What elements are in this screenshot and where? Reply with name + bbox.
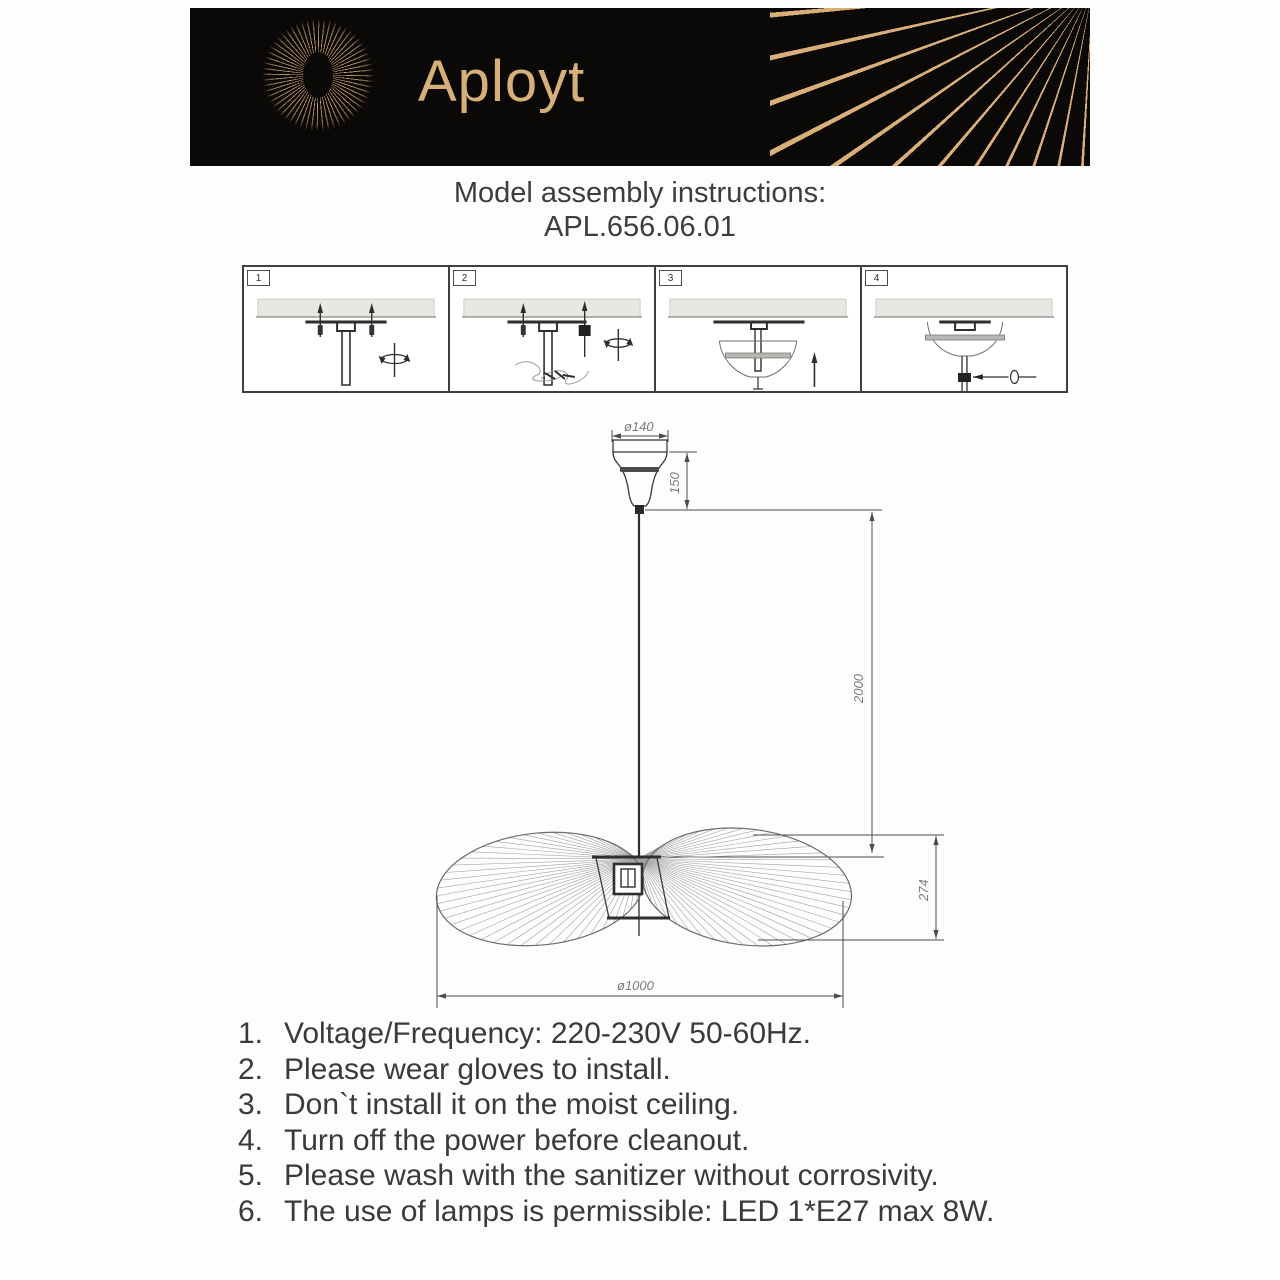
instruction-text: Don`t install it on the moist ceiling. (284, 1088, 740, 1121)
step-2-diagram (450, 267, 654, 391)
instruction-number: 3. (238, 1088, 264, 1121)
step-number: 4 (865, 270, 888, 286)
lamp-shade (431, 817, 859, 958)
instruction-item (238, 1123, 1068, 1159)
instruction-item (238, 1158, 1068, 1194)
step-number: 1 (247, 270, 270, 286)
assembly-step-1 (244, 267, 448, 391)
canopy-diameter-label: ø140 (624, 419, 654, 434)
instruction-item (238, 1087, 1068, 1123)
sunburst-core (303, 52, 333, 98)
model-number: APL.656.06.01 (544, 211, 736, 243)
assembly-steps (242, 265, 1068, 393)
instruction-number: 2. (238, 1052, 264, 1086)
canopy-height-label: 150 (667, 472, 682, 494)
instruction-item (238, 1194, 1068, 1230)
step-4-diagram (862, 267, 1066, 391)
instruction-item (238, 1052, 1068, 1088)
dimension-canopy-height (667, 452, 697, 509)
brand-banner (190, 8, 1090, 166)
step-1-diagram (244, 267, 448, 391)
assembly-step-2 (448, 267, 654, 391)
instruction-text: Please wear gloves to install. (284, 1052, 671, 1086)
instruction-number: 4. (238, 1123, 264, 1157)
shade-height-label: 274 (916, 879, 931, 901)
rays-icon (770, 8, 1090, 166)
instruction-number: 5. (238, 1159, 264, 1192)
step-3-diagram (656, 267, 860, 391)
assembly-step-4 (860, 267, 1066, 391)
instruction-number: 1. (238, 1017, 264, 1050)
dimension-canopy-diameter (612, 419, 668, 442)
instruction-text: The use of lamps is permissible: LED 1*E27 max 8W. (284, 1194, 995, 1228)
instruction-number: 6. (238, 1194, 264, 1228)
shade-diameter-label: ø1000 (617, 978, 654, 993)
dimension-shade-height (753, 835, 944, 940)
assembly-step-3 (654, 267, 860, 391)
dimension-shade-diameter (437, 896, 843, 1008)
brand-name: Aployt (418, 49, 586, 114)
instruction-text: Turn off the power before cleanout. (284, 1123, 750, 1157)
technical-drawing (0, 415, 1280, 1015)
instruction-item (238, 1016, 1068, 1052)
title-block (0, 176, 1280, 244)
instruction-text: Voltage/Frequency: 220-230V 50-60Hz. (284, 1017, 812, 1050)
suspension-length-label: 2000 (851, 674, 866, 703)
page-title: Model assembly instructions: (453, 177, 827, 209)
ceiling-canopy (613, 440, 667, 514)
instruction-text: Please wash with the sanitizer without corrosivity. (284, 1159, 939, 1192)
step-number: 2 (453, 270, 476, 286)
instructions-list (238, 1016, 1068, 1229)
dimension-suspension-length (645, 510, 884, 857)
step-number: 3 (659, 270, 682, 286)
